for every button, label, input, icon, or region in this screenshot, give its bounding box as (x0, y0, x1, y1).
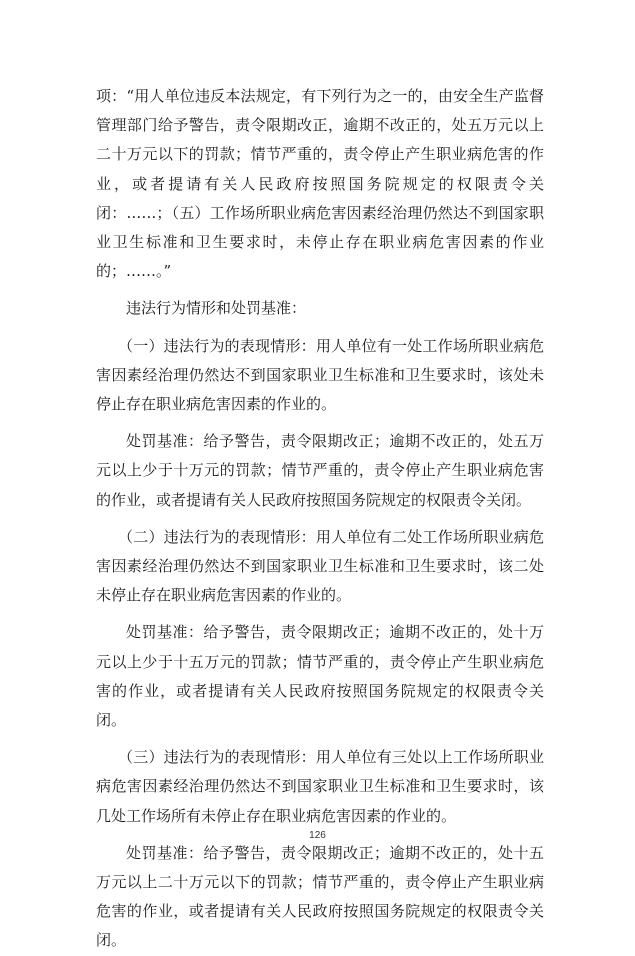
page-number: 126 (309, 830, 326, 841)
section-heading: 违法行为情形和处罚基准： (126, 299, 307, 318)
situation-2-paragraph: （二）违法行为的表现情形：用人单位有二处工作场所职业病危害因素经治理仍然达不到国家职业卫生标准和卫生要求时，该二处未停止存在职业病危害因素的作业的。 (96, 527, 544, 605)
paragraph-gap (96, 286, 544, 294)
law-quote-paragraph: 项：“用人单位违反本法规定，有下列行为之一的，由安全生产监督管理部门给予警告，责令限期改正，逾期不改正的，处五万元以上二十万元以下的罚款；情节严重的，责令停止产生职业病危害的作业，或者提请有关人民政府按照国务院规定的权限责令关闭：……；（五）工作场所职业病危害因素经治理仍然达不到国家职业卫生标准和卫生要求时，未停止存在职业病危害因素的作业的；……。” (96, 87, 544, 281)
penalty-3-paragraph: 处罚基准：给予警告，责令限期改正；逾期不改正的，处十五万元以上二十万元以下的罚款；情节严重的，责令停止产生职业病危害的作业，或者提请有关人民政府按照国务院规定的权限责令关闭。 (96, 843, 544, 950)
paragraph-gap (96, 610, 544, 618)
paragraph-gap (96, 515, 544, 523)
penalty-1-paragraph: 处罚基准：给予警告，责令限期改正；逾期不改正的，处五万元以上少于十万元的罚款；情节严重的，责令停止产生职业病危害的作业，或者提请有关人民政府按照国务院规定的权限责令关闭。 (96, 432, 544, 509)
paragraph-gap (96, 735, 544, 743)
document-body (96, 82, 544, 956)
penalty-2-paragraph: 处罚基准：给予警告，责令限期改正；逾期不改正的，处十万元以上少于十五万元的罚款；情节严重的，责令停止产生职业病危害的作业，或者提请有关人民政府按照国务院规定的权限责令关闭。 (96, 623, 544, 730)
paragraph-gap (96, 419, 544, 427)
paragraph-gap (96, 324, 544, 332)
situation-1-paragraph: （一）违法行为的表现情形：用人单位有一处工作场所职业病危害因素经治理仍然达不到国家职业卫生标准和卫生要求时，该处未停止存在职业病危害因素的作业的。 (96, 336, 544, 414)
situation-3-paragraph: （三）违法行为的表现情形：用人单位有三处以上工作场所职业病危害因素经治理仍然达不到国家职业卫生标准和卫生要求时，该几处工作场所有未停止存在职业病危害因素的作业的。 (96, 748, 544, 825)
